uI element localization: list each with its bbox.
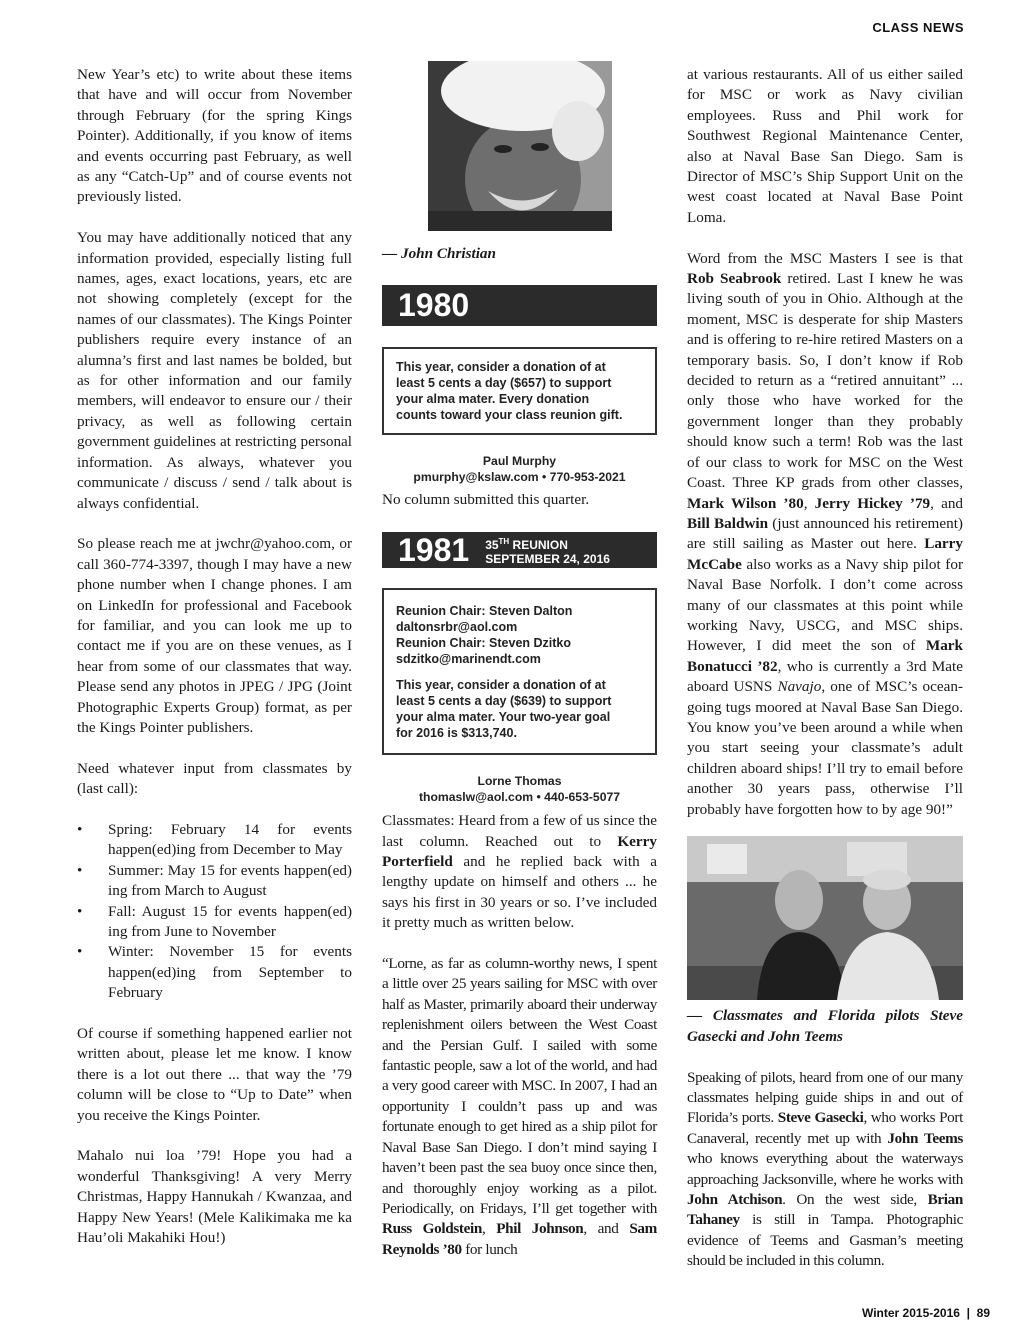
donation-line: least 5 cents a day ($639) to support — [396, 694, 612, 709]
text: for lunch — [461, 1240, 518, 1258]
classmate-name: Sam Reynolds ’80 — [382, 1220, 657, 1258]
class-contact — [382, 773, 657, 805]
paragraph — [687, 249, 963, 820]
text: , who works Port Canaveral, recently met up with — [687, 1109, 963, 1147]
classmate-name: Kerry Porterfield — [382, 832, 657, 871]
classmate-name: Steve Gasecki — [777, 1109, 864, 1127]
reunion-ordinal: 35 — [485, 537, 499, 552]
text: is still in Tampa. Photographic evidence of Teems and Gasman’s meeting should be included in this column. — [687, 1211, 963, 1270]
paragraph: Mahalo nui loa ’79! Hope you had a wonderful Thanksgiving! A very Merry Christmas, Happy Hannukah / Kwanzaa, and Happy New Years! (Mele Kalikimaka me ka Hau’oli Makahiki Hou!) — [77, 1147, 352, 1247]
classmate-name: Rob Seabrook — [687, 270, 782, 288]
paragraph — [382, 811, 657, 933]
classmate-name: Mark Wilson ’80 — [687, 494, 804, 512]
chair-line: Reunion Chair: Steven Dzitko — [396, 636, 572, 651]
text: Speaking of pilots, heard from one of our many classmates helping guide ships in and out of Florida’s ports. — [687, 1068, 963, 1127]
text: and he replied back with a lengthy update on himself and others ... he says his first in 30 years or so. I’ve included it pretty much as written below. — [382, 853, 657, 932]
donation-line: This year, consider a donation of at — [396, 678, 606, 693]
contact-name: Lorne Thomas — [477, 774, 562, 789]
text: , and — [583, 1220, 630, 1238]
paragraph: So please reach me at jwchr@yahoo.com, or call 360-774-3397, though I may have a new phone number when I change phones. I am on LinkedIn for professional and Facebook for familiar, and you can look me up to contact me if you are on these venues, as I hear from some of our classmates that way. Please send any photos in JPEG / JPG (Joint Photographic Experts Group) format, as per the Kings Pointer publishers. — [77, 535, 352, 736]
photo-caption: — Classmates and Florida pilots Steve Gasecki and John Teems — [687, 1007, 963, 1045]
text: who knows everything about the waterways approaching Jacksonville, where he works with — [687, 1150, 963, 1188]
class-year: 1981 — [398, 532, 470, 568]
paragraph: at various restaurants. All of us either sailed for MSC or work as Navy civilian employees. Russ and Phil work for Southwest Regional Maintenance Center, also at Naval Base San Diego. Sam is Director of MSC’s Ship Support Unit on the west coast located at Naval Base Point Loma. — [687, 66, 963, 226]
classmate-name: Larry McCabe — [687, 535, 963, 573]
paragraph: No column submitted this quarter. — [382, 490, 590, 508]
chair-email[interactable]: sdzitko@marinendt.com — [396, 652, 541, 667]
classmate-name: John Atchison — [687, 1191, 783, 1209]
donation-line: your alma mater. Your two-year goal — [396, 710, 611, 725]
text: , — [803, 494, 815, 512]
portrait-image — [428, 61, 612, 231]
column-right — [687, 65, 963, 1292]
classmate-name: Phil Johnson — [496, 1220, 584, 1238]
deadline-list — [77, 820, 352, 1004]
reunion-info — [485, 535, 610, 566]
text: . On the west side, — [782, 1191, 928, 1209]
column-middle — [382, 65, 657, 1281]
list-item: • Spring: February 14 for events happen(ed)ing from December to May — [77, 820, 352, 861]
paragraph: Of course if something happened earlier not written about, please let me know. I know there is a lot out there ... that way the ’79 column will be close to “Up to Date” when you receive the Kings Pointer. — [77, 1025, 352, 1124]
donation-line: This year, consider a donation of at — [396, 359, 606, 374]
reunion-date: SEPTEMBER 24, 2016 — [485, 551, 610, 566]
contact-name: Paul Murphy — [482, 453, 557, 468]
contact-info[interactable]: pmurphy@kslaw.com • 770-953-2021 — [413, 469, 626, 484]
classmate-name: Russ Goldstein — [382, 1220, 482, 1238]
photo-john-christian — [428, 61, 612, 231]
photo-caption: — John Christian — [382, 245, 496, 262]
text: , one of MSC’s ocean-going tugs moored at Naval Base San Diego. You know you’ve been around a while when you start seeing your classmate’s adult children aboard ships! I’ll try to email before another 30 years pass, otherwise I’ll probably have forgotten how to by age 90!” — [687, 678, 963, 818]
classmate-name: Bill Baldwin — [687, 514, 769, 532]
classmate-name: John Teems — [887, 1129, 963, 1147]
text: “Lorne, as far as column-worthy news, I spent a little over 25 years sailing for MSC with over half as Master, primarily aboard their underway replenishment oilers between the West Coast and the Persian Gulf. I sailed with some fantastic people, saw a lot of the world, and had a very good career with MSC. In 2007, I had an opportunity I couldn’t pass up and was fortunate enough to get hired as a ship pilot for Naval Base San Diego. I don’t mind saying I haven’t been past the sea buoy once since then, and thoroughly enjoy working as a pilot. Periodically, on Fridays, I’ll get together with — [382, 955, 657, 1217]
text: , and — [930, 494, 964, 512]
contact-info[interactable]: thomaslw@aol.com • 440-653-5077 — [418, 790, 621, 805]
paragraph: You may have additionally noticed that any information provided, especially listing full names, ages, exact locations, years, etc are not showing completely (except for the names of our classmates). The Kings Pointer publishers require every instance of an alumna’s first and last names be bolded, but as for other information and our family members, will endeavor to ensure our / their privacy, as well as following certain government guidelines at restricting personal information. As always, whatever you communicate / discuss / send / talk about is always confidential. — [77, 229, 352, 512]
paragraph — [382, 954, 657, 1260]
donation-line: your alma mater. Every donation — [396, 391, 590, 406]
paragraph: New Year’s etc) to write about these items that have and will occur from November through February (for the spring Kings Pointer). Additionally, if you know of items and events occurring past February, as well as any “Catch-Up” and of course events not previously listed. — [77, 66, 352, 206]
text: Word from the MSC Masters I see is that — [687, 249, 963, 267]
list-item: • Winter: November 15 for events happen(ed)ing from September to February — [77, 942, 352, 1003]
text: retired. Last I knew he was living south of you in Ohio. Although at the moment, MSC is desperate for ship Masters and is offering to re-hire retired Masters on a temporary basis. So, I don’t know if Rob decided to return as a “retired annuitant” ... only those who have worked for the government longer than they probably should know such a term! Rob was the last of our class to work for MSC on the West Coast. Three KP grads from other classes, — [687, 270, 964, 492]
classmate-name: Jerry Hickey ’79 — [814, 494, 931, 512]
reunion-word: REUNION — [509, 537, 568, 552]
page-footer: Winter 2015-2016 | 89 — [862, 1306, 990, 1320]
list-item: • Summer: May 15 for events happen(ed) ing from March to August — [77, 861, 352, 902]
group-photo-image — [687, 836, 963, 1000]
paragraph — [687, 1068, 963, 1272]
donation-line: for 2016 is $313,740. — [396, 726, 517, 741]
section-label: CLASS NEWS — [872, 20, 964, 35]
list-item: • Fall: August 15 for events happen(ed) ing from June to November — [77, 902, 352, 943]
ship-name: Navajo — [777, 678, 822, 696]
text: Classmates: Heard from a few of us since the last column. Reached out to — [382, 812, 657, 850]
donation-box — [382, 347, 657, 435]
text: (just announced his retirement) are still sailing as Master out here. — [687, 514, 963, 553]
chair-line: Reunion Chair: Steven Dalton — [396, 604, 573, 619]
class-year-bar-1980 — [382, 285, 657, 326]
paragraph: Need whatever input from classmates by (last call): — [77, 759, 352, 798]
reunion-suffix: TH — [498, 536, 510, 546]
donation-line: least 5 cents a day ($657) to support — [396, 375, 612, 390]
class-year: 1980 — [398, 287, 470, 324]
donation-line: counts toward your class reunion gift. — [396, 407, 623, 422]
text: also works as a Navy ship pilot for Naval Base Norfolk. I don’t come across many of our classmates at this point while working Navy, USCG, and MSC ships. However, I did meet the son of — [687, 555, 963, 655]
chair-email[interactable]: daltonsrbr@aol.com — [396, 620, 518, 635]
photo-classmates — [687, 836, 963, 1000]
text: , who is currently a 3rd Mate aboard USNS — [687, 657, 964, 696]
text: , — [481, 1220, 497, 1238]
classmate-name: Brian Tahaney — [687, 1191, 964, 1229]
classmate-name: Mark Bonatucci ’82 — [687, 637, 963, 675]
column-left — [77, 65, 352, 1269]
class-contact — [382, 453, 657, 485]
class-year-bar-1981 — [382, 532, 657, 568]
reunion-box — [382, 588, 657, 755]
